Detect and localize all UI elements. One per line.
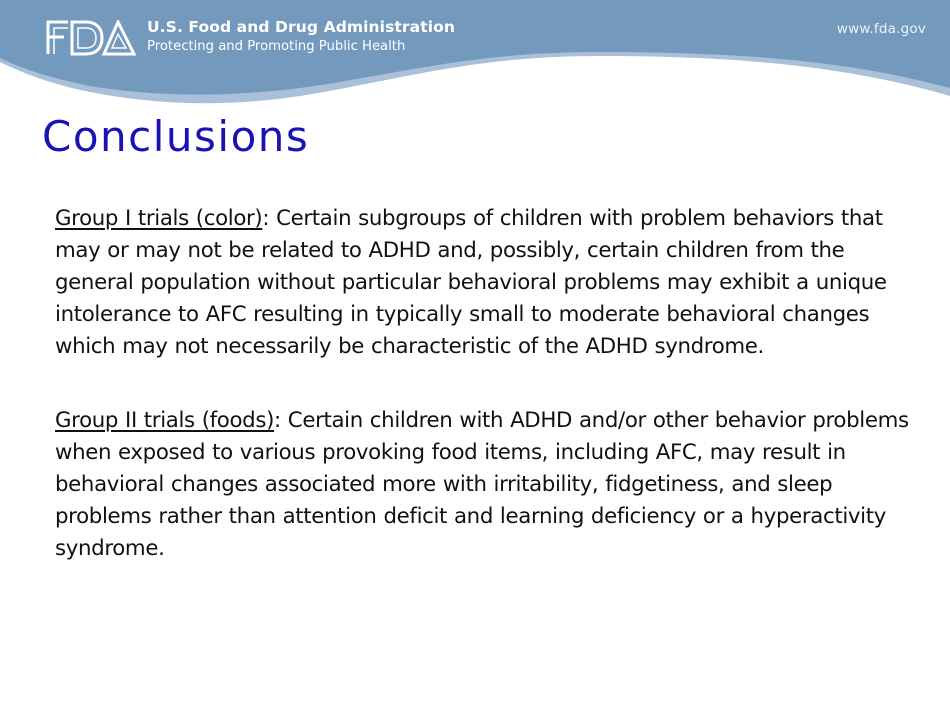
group-2-heading: Group II trials (foods): [55, 408, 275, 433]
group-2-separator: :: [274, 408, 281, 433]
group-2-body: Certain children with ADHD and/or other behavior problems when exposed to various provoking food items, including AFC, may result in behavioral changes associated more with irritability, fidgetiness, and sleep problems rather than attention deficit and learning deficiency or a hyperactivity syndrome.: [55, 408, 909, 561]
fda-logo-icon: [46, 20, 136, 56]
agency-tagline: Protecting and Promoting Public Health: [147, 38, 406, 54]
header-wave-background: [0, 0, 950, 115]
slide-title: Conclusions: [42, 112, 310, 161]
agency-block: [147, 19, 455, 54]
conclusion-paragraph-group-1: [55, 203, 925, 363]
conclusion-paragraph-group-2: [55, 405, 925, 565]
slide-content: [55, 203, 925, 565]
group-1-separator: :: [262, 206, 270, 231]
website-url: www.fda.gov: [836, 21, 926, 37]
slide-header: [0, 0, 950, 115]
group-1-heading: Group I trials (color): [55, 206, 263, 231]
agency-name: U.S. Food and Drug Administration: [147, 18, 456, 36]
group-1-body: Certain subgroups of children with problem behaviors that may or may not be related to ADHD and, possibly, certain children from the general population without particular behavioral problems may exhibit a unique intolerance to AFC resulting in typically small to moderate behavioral changes which may not necessarily be characteristic of the ADHD syndrome.: [55, 206, 887, 359]
